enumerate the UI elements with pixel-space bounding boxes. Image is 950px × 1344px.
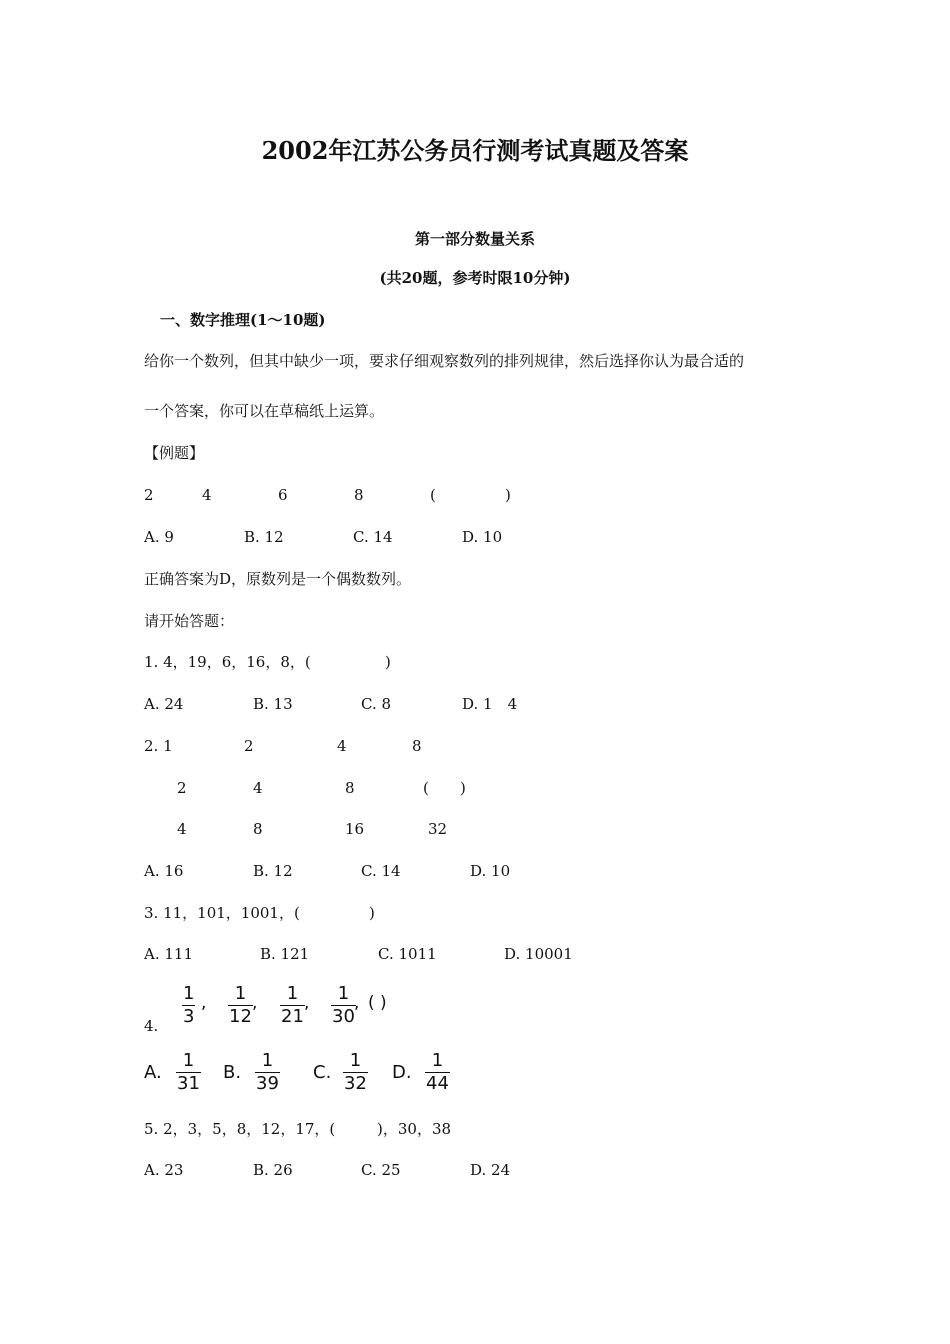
- q4-option-a-fraction: [176, 1050, 201, 1095]
- fraction-denominator: 44: [426, 1073, 449, 1094]
- q4-blank: ( ): [368, 993, 387, 1013]
- fraction-numerator: 1: [431, 1050, 444, 1071]
- example-blank-close: ): [505, 486, 511, 504]
- fraction-denominator: 31: [177, 1073, 200, 1094]
- q5-option-d: D. 24: [470, 1161, 511, 1179]
- q2-row2-cell: 2: [177, 779, 187, 797]
- q4-comma: ,: [304, 993, 310, 1013]
- q2-option-d: D. 10: [470, 862, 511, 880]
- q2-row1-cell: 8: [412, 737, 422, 755]
- example-label: 【例题】: [144, 444, 205, 462]
- q1-stem: 1. 4，19，6，16，8，(: [144, 653, 311, 671]
- q4-option-c-label: C.: [313, 1062, 332, 1083]
- part-heading: 第一部分数量关系: [414, 230, 535, 248]
- fraction-numerator: 1: [183, 983, 195, 1004]
- q4-comma: ,: [252, 993, 258, 1013]
- q2-row3-cell: 16: [345, 820, 365, 838]
- fraction-numerator: 1: [349, 1050, 362, 1071]
- example-option-a: A. 9: [144, 528, 174, 546]
- q4-fraction: [182, 983, 195, 1028]
- q5-option-b: B. 26: [253, 1161, 293, 1179]
- q4-option-d-fraction: [425, 1050, 450, 1095]
- fraction-numerator: 1: [337, 983, 350, 1004]
- fraction-numerator: 1: [182, 1050, 195, 1071]
- q2-option-a: A. 16: [144, 862, 184, 880]
- q4-comma: ,: [201, 993, 207, 1013]
- example-term: 4: [202, 486, 212, 504]
- instructions-line-2: 一个答案，你可以在草稿纸上运算。: [144, 402, 385, 420]
- q5-option-c: C. 25: [361, 1161, 401, 1179]
- example-term: 8: [354, 486, 364, 504]
- fraction-numerator: 1: [286, 983, 299, 1004]
- q3-stem: 3. 11，101，1001，(: [144, 904, 300, 922]
- example-term: 2: [144, 486, 154, 504]
- section-heading: 一、数字推理(1～10题): [160, 311, 326, 329]
- q2-row1-cell: 2. 1: [144, 737, 173, 755]
- q4-option-a-label: A.: [144, 1062, 162, 1083]
- q3-option-b: B. 121: [260, 945, 310, 963]
- q2-row3-cell: 8: [253, 820, 263, 838]
- q5-stem: 5. 2，3，5，8，12，17，(: [144, 1120, 336, 1138]
- example-option-c: C. 14: [353, 528, 393, 546]
- q2-option-b: B. 12: [253, 862, 293, 880]
- q4-option-c-fraction: [343, 1050, 368, 1095]
- fraction-denominator: 39: [256, 1073, 279, 1094]
- fraction-denominator: 32: [344, 1073, 367, 1094]
- q2-row3-cell: 4: [177, 820, 187, 838]
- q2-blank-close: ): [460, 779, 466, 797]
- instructions-line-1: 给你一个数列，但其中缺少一项，要求仔细观察数列的排列规律，然后选择你认为最合适的: [144, 352, 745, 370]
- q3-option-a: A. 111: [144, 945, 193, 963]
- q4-fraction: [228, 983, 253, 1028]
- example-option-d: D. 10: [462, 528, 503, 546]
- document-title: 2002年江苏公务员行测考试真题及答案: [261, 136, 689, 165]
- start-prompt: 请开始答题：: [144, 612, 235, 630]
- q2-option-c: C. 14: [361, 862, 401, 880]
- q4-option-b-label: B.: [223, 1062, 242, 1083]
- example-blank-open: (: [430, 486, 436, 504]
- fraction-numerator: 1: [234, 983, 247, 1004]
- q4-comma: ,: [354, 993, 360, 1013]
- fraction-denominator: 21: [281, 1006, 304, 1027]
- q1-option-d: D. 1 4: [462, 695, 518, 713]
- q1-option-c: C. 8: [361, 695, 392, 713]
- fraction-denominator: 12: [229, 1006, 252, 1027]
- q4-fraction: [331, 983, 356, 1028]
- part-time-limit: (共20题，参考时限10分钟): [379, 269, 571, 287]
- example-explanation: 正确答案为D，原数列是一个偶数数列。: [144, 570, 412, 588]
- fraction-denominator: 30: [332, 1006, 355, 1027]
- q1-option-a: A. 24: [144, 695, 184, 713]
- q5-tail: )，30，38: [377, 1120, 452, 1138]
- q2-row2-cell: 4: [253, 779, 263, 797]
- q5-option-a: A. 23: [144, 1161, 184, 1179]
- q4-option-d-label: D.: [392, 1062, 412, 1083]
- q3-blank-close: ): [369, 904, 375, 922]
- fraction-numerator: 1: [261, 1050, 274, 1071]
- q4-fraction: [280, 983, 305, 1028]
- q1-blank-close: ): [385, 653, 391, 671]
- q1-option-b: B. 13: [253, 695, 293, 713]
- q2-blank-open: (: [423, 779, 429, 797]
- example-term: 6: [278, 486, 288, 504]
- fraction-denominator: 3: [183, 1006, 195, 1027]
- q4-option-b-fraction: [255, 1050, 280, 1095]
- q3-option-c: C. 1011: [378, 945, 437, 963]
- q2-row1-cell: 4: [337, 737, 347, 755]
- q2-row2-cell: 8: [345, 779, 355, 797]
- q4-number: 4.: [144, 1017, 159, 1035]
- q2-row3-cell: 32: [428, 820, 448, 838]
- example-option-b: B. 12: [244, 528, 284, 546]
- q2-row1-cell: 2: [244, 737, 254, 755]
- q3-option-d: D. 10001: [504, 945, 573, 963]
